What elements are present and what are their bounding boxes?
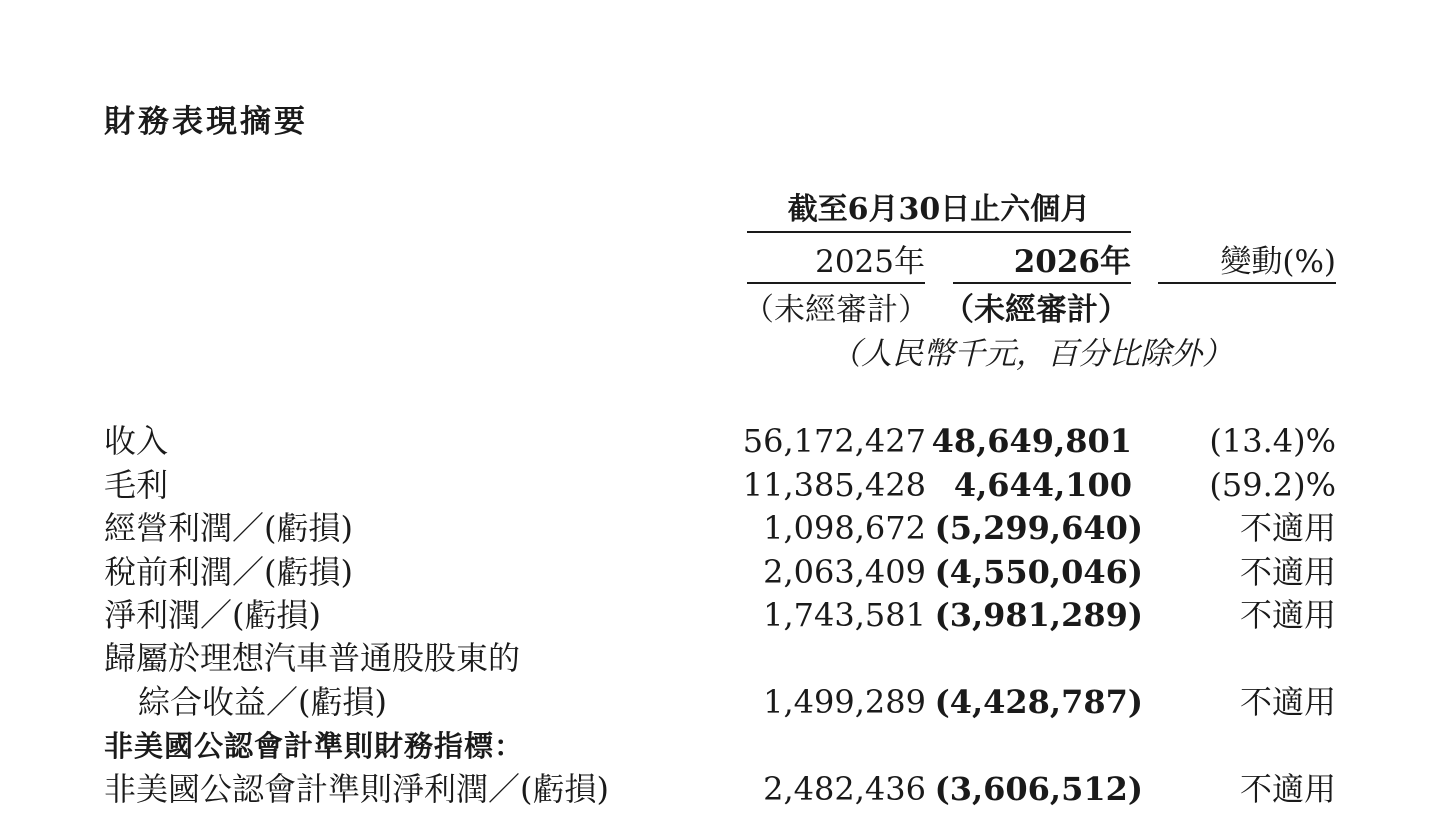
value-2025-comprehensive-income: 1,499,289	[763, 683, 926, 721]
row-label-operating-profit: 經營利潤／(虧損)	[104, 509, 353, 547]
row-label-net-profit: 淨利潤／(虧損)	[104, 596, 321, 634]
column-header-2026: 2026年	[953, 242, 1131, 284]
audit-note-2025: （未經審計）	[743, 292, 929, 328]
value-2025-net-profit: 1,743,581	[763, 596, 926, 634]
column-header-2025: 2025年	[747, 242, 925, 284]
value-2026-net-profit: (3,981,289)	[934, 596, 1143, 634]
value-2025-operating-profit: 1,098,672	[763, 509, 926, 547]
row-label-non-gaap-net-profit: 非美國公認會計準則淨利潤／(虧損)	[104, 770, 609, 808]
column-header-change: 變動(%)	[1158, 242, 1336, 284]
change-comprehensive-income: 不適用	[1239, 683, 1336, 721]
row-label-comprehensive-income-cont: 綜合收益／(虧損)	[138, 683, 387, 721]
value-2025-revenue: 56,172,427	[742, 422, 926, 460]
value-2025-gross-profit: 11,385,428	[742, 466, 926, 504]
value-2026-gross-profit: 4,644,100	[953, 466, 1132, 504]
audit-note-2026: （未經審計）	[943, 292, 1129, 328]
change-operating-profit: 不適用	[1239, 509, 1336, 547]
change-non-gaap-net-profit: 不適用	[1239, 770, 1336, 808]
change-profit-before-tax: 不適用	[1239, 553, 1336, 591]
value-2025-non-gaap-net-profit: 2,482,436	[763, 770, 926, 808]
row-label-comprehensive-income: 歸屬於理想汽車普通股股東的	[104, 639, 521, 677]
value-2026-non-gaap-net-profit: (3,606,512)	[934, 770, 1143, 808]
value-2026-profit-before-tax: (4,550,046)	[934, 553, 1143, 591]
change-revenue: (13.4)%	[1209, 422, 1336, 460]
value-2026-comprehensive-income: (4,428,787)	[934, 683, 1143, 721]
page-title: 財務表現摘要	[104, 104, 308, 140]
value-2026-operating-profit: (5,299,640)	[934, 509, 1143, 547]
value-2026-revenue: 48,649,801	[931, 422, 1132, 460]
row-label-profit-before-tax: 稅前利潤／(虧損)	[104, 553, 353, 591]
unit-note: （人民幣千元，百分比除外）	[830, 336, 1233, 372]
row-label-revenue: 收入	[104, 422, 169, 460]
value-2025-profit-before-tax: 2,063,409	[763, 553, 926, 591]
change-gross-profit: (59.2)%	[1209, 466, 1336, 504]
period-header: 截至6月30日止六個月	[747, 191, 1131, 233]
non-gaap-section-title: 非美國公認會計準則財務指標：	[104, 729, 525, 763]
row-label-gross-profit: 毛利	[104, 466, 169, 504]
change-net-profit: 不適用	[1239, 596, 1336, 634]
